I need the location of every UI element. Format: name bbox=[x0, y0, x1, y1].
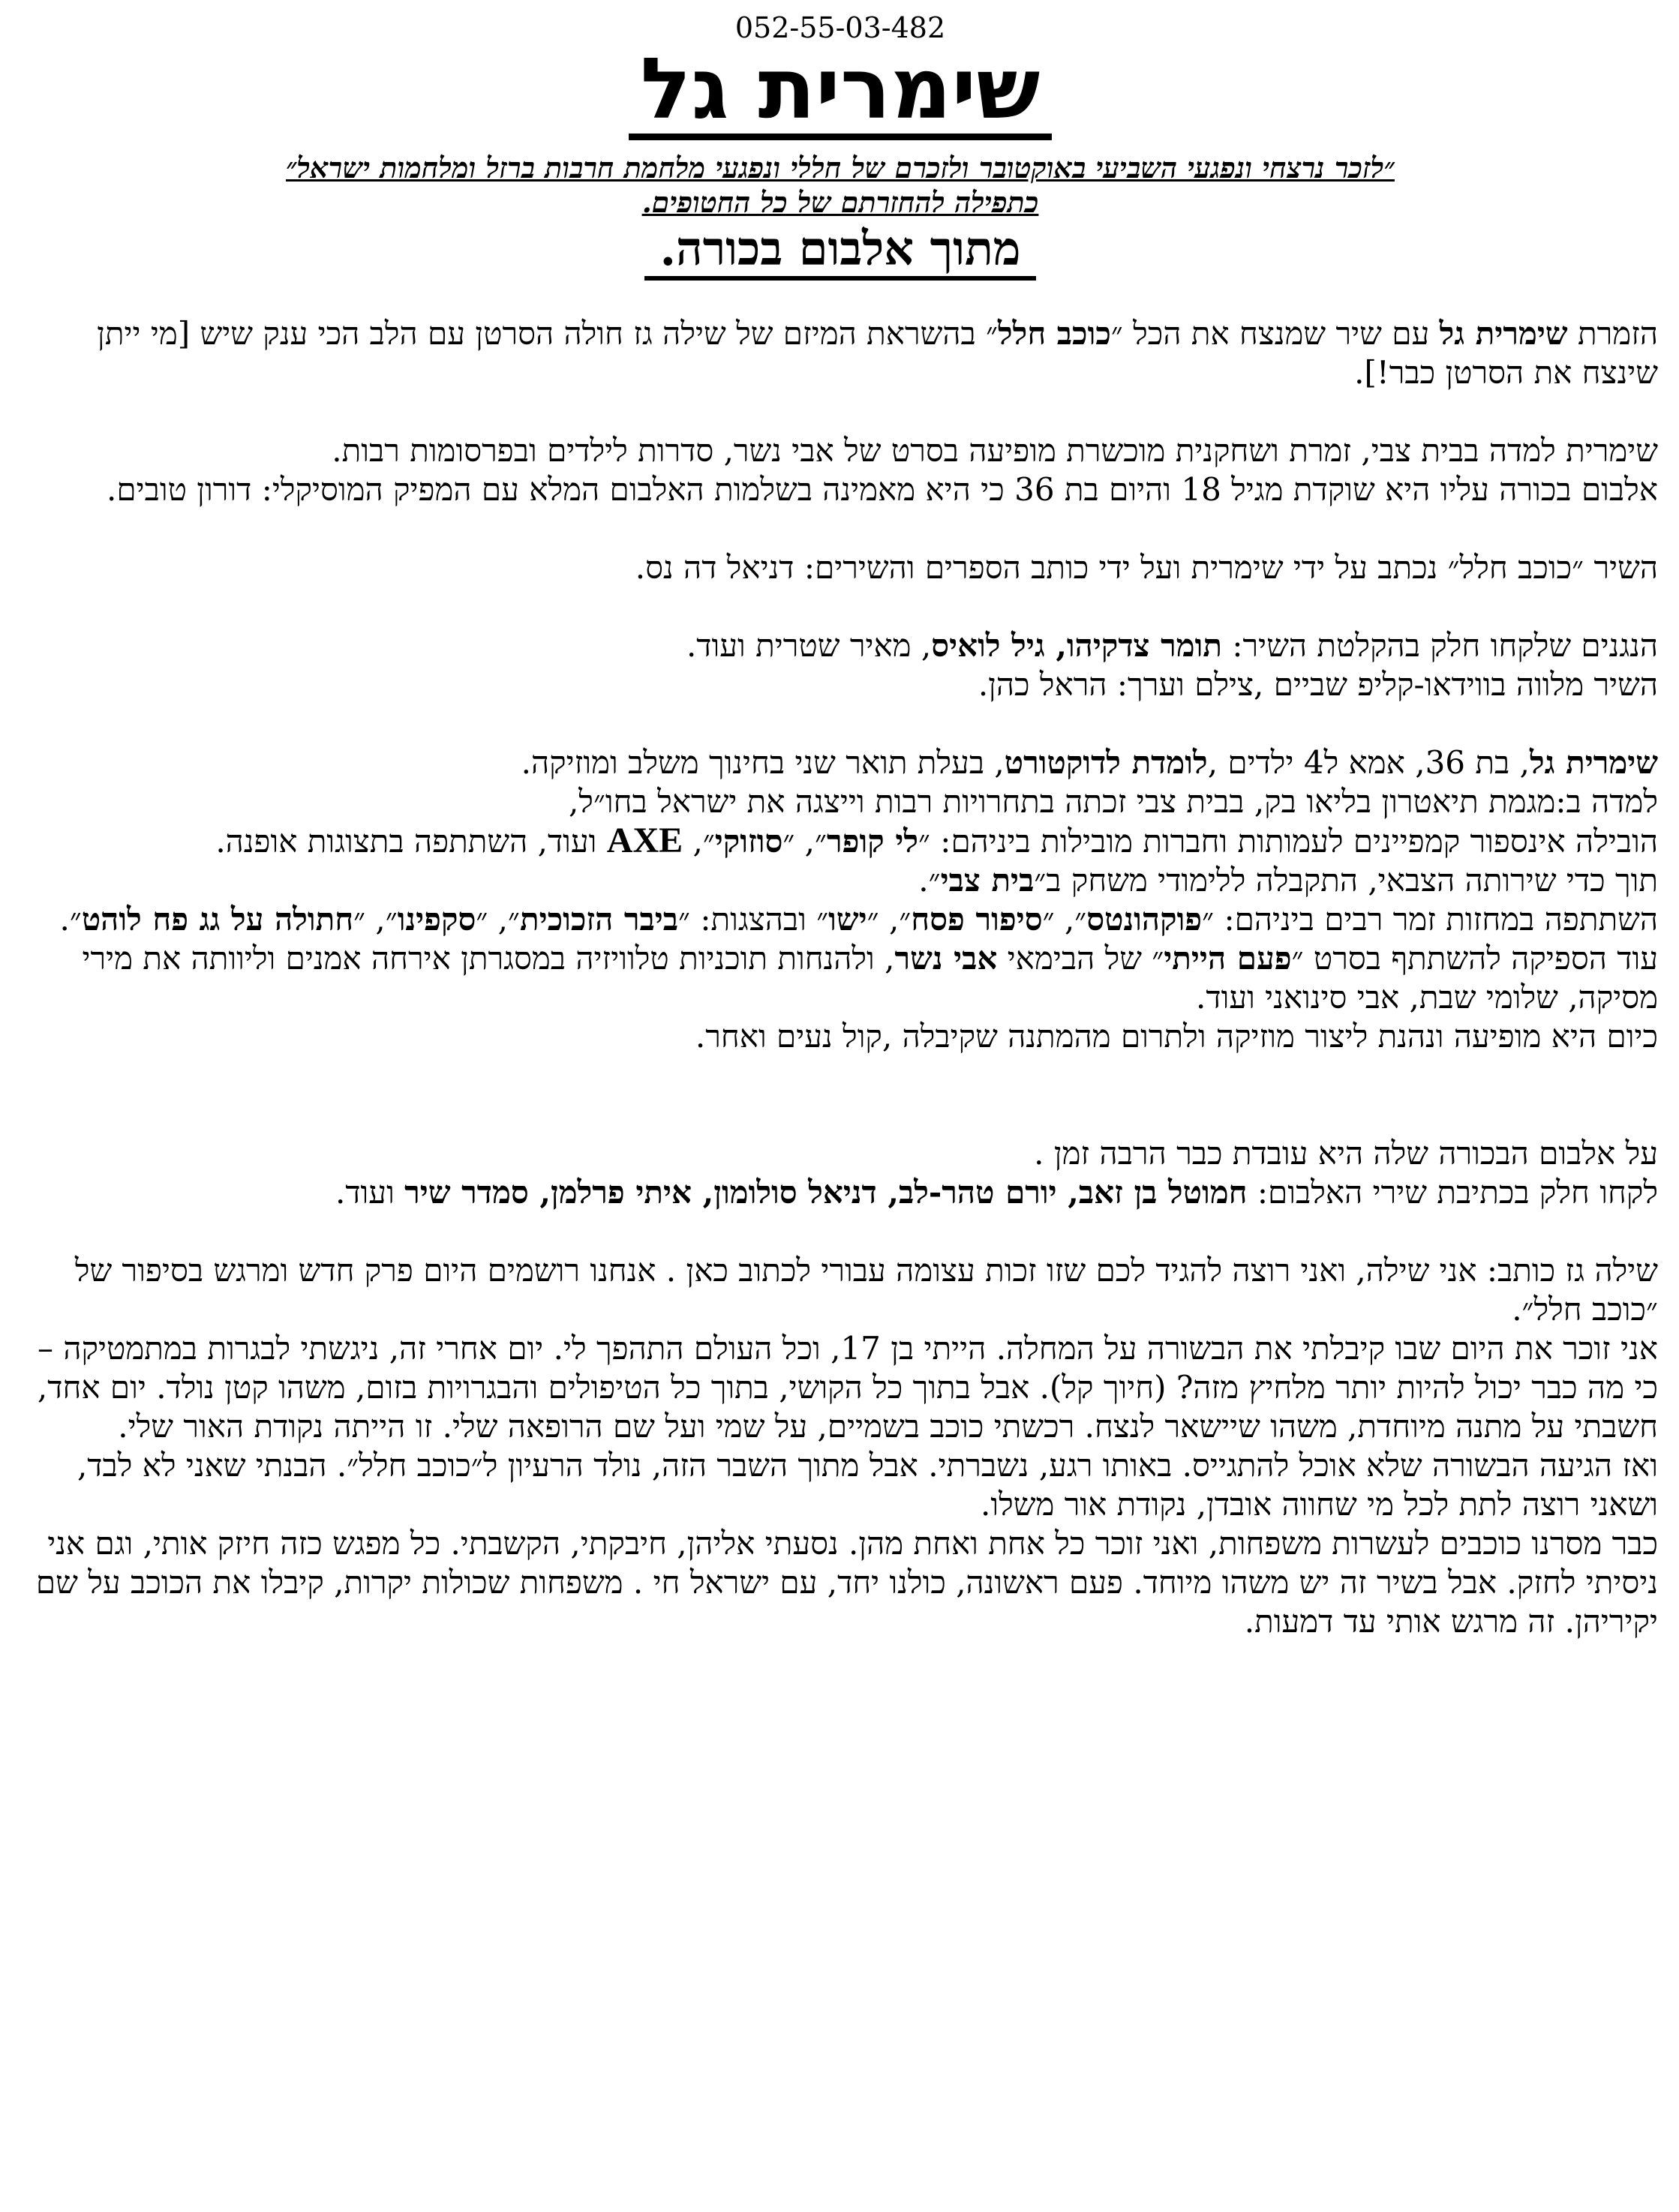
memorial-line-2: כתפילה להחזרתם של כל החטופים. bbox=[641, 185, 1039, 219]
phone-number: 052-55-03-482 bbox=[734, 11, 946, 44]
article-body bbox=[23, 314, 1658, 1641]
letter-idea-paragraph: ואז הגיעה הבשורה שלא אוכל להתגייס. באותו רגע, נשברתי. אבל מתוך השבר הזה, נולד הרעיון ל״כוכב חלל״. הבנתי שאני לא לבד, ושאני רוצה לתת לכל מי שחווה אובדן, נקודת אור משלו. bbox=[77, 1447, 1658, 1523]
subtitle-text: מתוך אלבום בכורה. bbox=[644, 221, 1035, 281]
memorial-dedication bbox=[23, 151, 1658, 220]
document-page bbox=[23, 11, 1658, 1641]
letter-diagnosis-paragraph: אני זוכר את היום שבו קיבלתי את הבשורה על המחלה. הייתי בן 17, וכל העולם התהפך לי. יום אחרי זה, ניגשתי לבגרות במתמטיקה – כי מה כבר יכול להיות יותר מלחיץ מזה? (חיוך קל). אבל בתוך כל הקושי, בתוך כל הטיפולים והבגרויות בזום, משהו קטן נולד. יום אחד, חשבתי על מתנה מיוחדת, משהו שיישאר לנצח. רכשתי כוכב בשמיים, על שמי ועל שם הרופאה שלי. זו הייתה נקודת האור שלי. bbox=[37, 1330, 1658, 1445]
bio-education-paragraph: למדה ב:מגמת תיאטרון בליאו בק, בבית צבי זכתה בתחרויות רבות וייצגה את ישראל בחו״ל, bbox=[568, 783, 1658, 820]
song-credits-paragraph: השיר ״כוכב חלל״ נכתב על ידי שימרית ועל ידי כותב הספרים והשירים: דניאל דה נס. bbox=[635, 549, 1658, 586]
artist-name-title bbox=[23, 41, 1658, 140]
bio-today-paragraph: כיום היא מופיעה ונהנת ליצור מוזיקה ולתרום מהמתנה שקיבלה ,קול נעים ואחר. bbox=[695, 1018, 1658, 1055]
bio-musicals-paragraph: השתתפה במחזות זמר רבים ביניהם: ״פוקהונטס״, ״סיפור פסח״, ״ישו״ ובהצגות: ״ביבר הזכוכית״, ״סקפינו״, ״חתולה על גג פח לוהט״. bbox=[59, 901, 1658, 938]
video-clip-paragraph: השיר מלווה בווידאו-קליפ שביים ,צילם וערך: הראל כהן. bbox=[978, 666, 1658, 703]
album-work-paragraph: על אלבום הבכורה שלה היא עובדת כבר הרבה זמן . bbox=[1034, 1135, 1658, 1172]
bio-film-tv-paragraph: עוד הספיקה להשתתף בסרט ״פעם הייתי״ של הבימאי אבי נשר, ולהנחות תוכניות טלוויזיה במסגרתן אירחה אמנים וליוותה את מירי מסיקה, שלומי שבת, אבי סינואני ועוד. bbox=[82, 940, 1658, 1016]
intro-paragraph: הזמרת שימרית גל עם שיר שמנצח את הכל ״כוכב חלל״ בהשראת המיזם של שילה גז חולה הסרטן עם הלב הכי ענק שיש [מי ייתן שינצח את הסרטן כבר!]. bbox=[97, 315, 1658, 391]
debut-album-paragraph: אלבום בכורה עליו היא שוקדת מגיל 18 והיום בת 36 כי היא מאמינה בשלמות האלבום המלא עם המפיק המוסיקלי: דורון טובים. bbox=[107, 471, 1658, 508]
memorial-line-1: ״לזכר נרצחי ונפגעי השביעי באוקטובר ולזכרם של חללי ונפגעי מלחמת חרבות ברזל ומלחמות ישראל״ bbox=[286, 151, 1395, 185]
subtitle bbox=[23, 221, 1658, 277]
letter-families-paragraph: כבר מסרנו כוכבים לעשרות משפחות, ואני זוכר כל אחת ואחת מהן. נסעתי אליהן, חיבקתי, הקשבתי. כל מפגש כזה חיזק אותי, וגם אני ניסיתי לחזק. אבל בשיר זה יש משהו מיוחד. פעם ראשונה, כולנו יחד, עם ישראל חי . משפחות שכולות יקרות, קיבלו את הכוכב על שם יקיריהן. זה מרגש אותי עד דמעות. bbox=[35, 1525, 1658, 1640]
bio-intro-paragraph: שימרית גל, בת 36, אמא ל4 ילדים ,לומדת לדוקטורט, בעלת תואר שני בחינוך משלב ומוזיקה. bbox=[521, 744, 1658, 781]
musicians-paragraph: הנגנים שלקחו חלק בהקלטת השיר: תומר צדקיהו, גיל לואיס, מאיר שטרית ועוד. bbox=[686, 627, 1658, 664]
artist-name: שימרית גל bbox=[629, 45, 1053, 140]
bio-campaigns-paragraph: הובילה אינספור קמפיינים לעמותות וחברות מובילות ביניהם: ״לי קופר״, ״סוזוקי״, AXE ועוד, השתתפה בתצוגות אופנה. bbox=[215, 821, 1658, 860]
bio-army-paragraph: תוך כדי שירותה הצבאי, התקבלה ללימודי משחק ב״בית צבי״. bbox=[918, 862, 1658, 899]
training-paragraph: שימרית למדה בבית צבי, זמרת ושחקנית מוכשרת מופיעה בסרט של אבי נשר, סדרות לילדים ובפרסומות רבות. bbox=[332, 432, 1658, 469]
album-writers-paragraph: לקחו חלק בכתיבת שירי האלבום: חמוטל בן זאב, יורם טהר-לב, דניאל סולומון, איתי פרלמן, סמדר שיר ועוד. bbox=[335, 1174, 1658, 1211]
letter-opening-paragraph: שילה גז כותב: אני שילה, ואני רוצה להגיד לכם שזו זכות עצומה עבורי לכתוב כאן . אנחנו רושמים היום פרק חדש ומרגש בסיפור של ״כוכב חלל״. bbox=[74, 1252, 1658, 1328]
